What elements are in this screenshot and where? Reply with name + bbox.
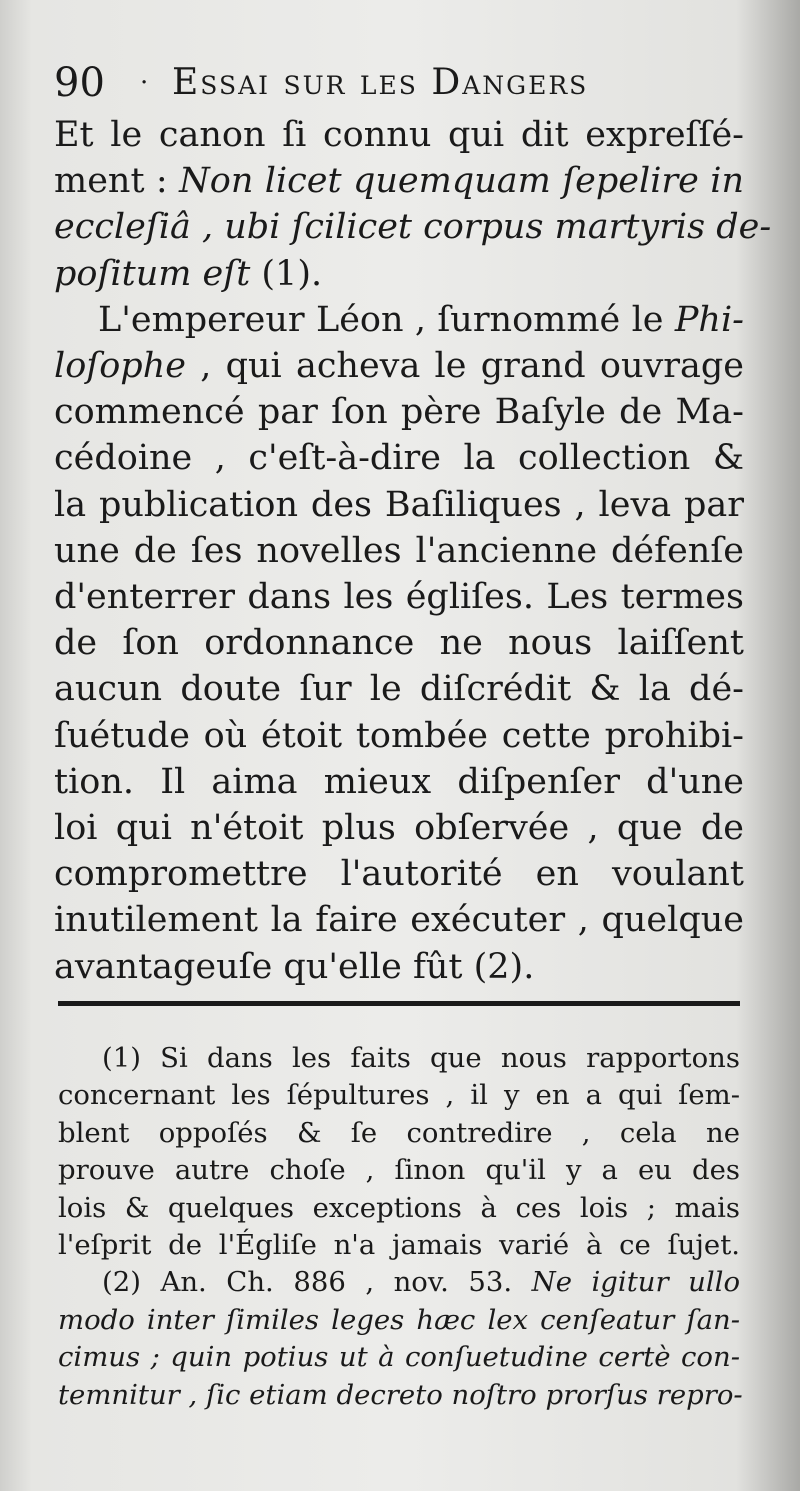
page-number: 90 <box>54 60 105 106</box>
footnote-1-line: l'eſprit de l'Égliſe n'a jamais varié à ce ſujet. <box>58 1229 740 1262</box>
footnote-2-line: modo inter ſimiles leges hæc lex cenſeatur ſan- <box>58 1303 740 1336</box>
footnote-2-line: cimus ; quin potius ut à conſuetudine certè con- <box>58 1341 740 1374</box>
running-title: Essai sur les Dangers <box>172 62 589 103</box>
footnote-ref: (1). <box>250 253 323 294</box>
text-line: ſuétude où étoit tombée cette prohibi- <box>54 715 744 756</box>
text-line: la publication des Baſiliques , leva par <box>54 484 744 525</box>
text-line: compromettre l'autorité en voulant <box>54 854 744 895</box>
text-line: inutilement la faire exécuter , quelque <box>54 900 744 941</box>
footnote-2-line: (2) An. Ch. 886 , nov. 53. Ne igitur ullo <box>102 1266 740 1299</box>
latin-quote-line: eccleſiâ , ubi ſcilicet corpus martyris de- <box>54 207 772 248</box>
text-line: avantageuſe qu'elle fût (2). <box>54 946 535 987</box>
footnote-1-line: (1) Si dans les faits que nous rapportons <box>102 1042 740 1074</box>
main-text <box>54 112 772 990</box>
text-line: tion. Il aima mieux diſpenſer d'une <box>54 761 744 802</box>
footnote-1-line: concernant les ſépultures , il y en a qui ſem- <box>58 1079 740 1112</box>
footnote-1-line: lois & quelques exceptions à ces lois ; mais <box>58 1191 740 1224</box>
text-line: commencé par ſon père Baſyle de Ma- <box>54 392 744 433</box>
text-line: cédoine , c'eſt-à-dire la collection & <box>54 438 744 479</box>
footnote-separator-rule <box>58 1001 740 1006</box>
page-header <box>54 58 744 108</box>
text-line: d'enterrer dans les égliſes. Les termes <box>54 577 744 618</box>
text-line: poſitum eſt (1). <box>54 253 323 294</box>
footnote-1-line: prouve autre choſe , ſinon qu'il y a eu des <box>58 1154 740 1187</box>
footnotes <box>58 1040 743 1414</box>
text-line: ment : Non licet quemquam ſepelire in <box>54 161 744 202</box>
text-line: loſophe , qui acheva le grand ouvrage <box>54 346 744 387</box>
latin-quote: Non licet quemquam ſepelire in <box>179 161 744 202</box>
text-line: aucun doute ſur le diſcrédit & la dé- <box>54 669 744 710</box>
header-ornament: · <box>140 68 149 98</box>
footnote-2-line: temnitur , ſic etiam decreto noſtro prorſus repro- <box>58 1378 743 1411</box>
text-line: L'empereur Léon , ſurnommé le Phi- <box>98 299 744 340</box>
text-line: Et le canon ſi connu qui dit expreſſé- <box>54 115 744 155</box>
text-line: loi qui n'étoit plus obſervée , que de <box>54 808 744 849</box>
text-line: de ſon ordonnance ne nous laiſſent <box>54 623 744 664</box>
text-line: une de ſes novelles l'ancienne défenſe <box>54 530 744 571</box>
footnote-1-line: blent oppoſés & ſe contredire , cela ne <box>58 1116 740 1149</box>
